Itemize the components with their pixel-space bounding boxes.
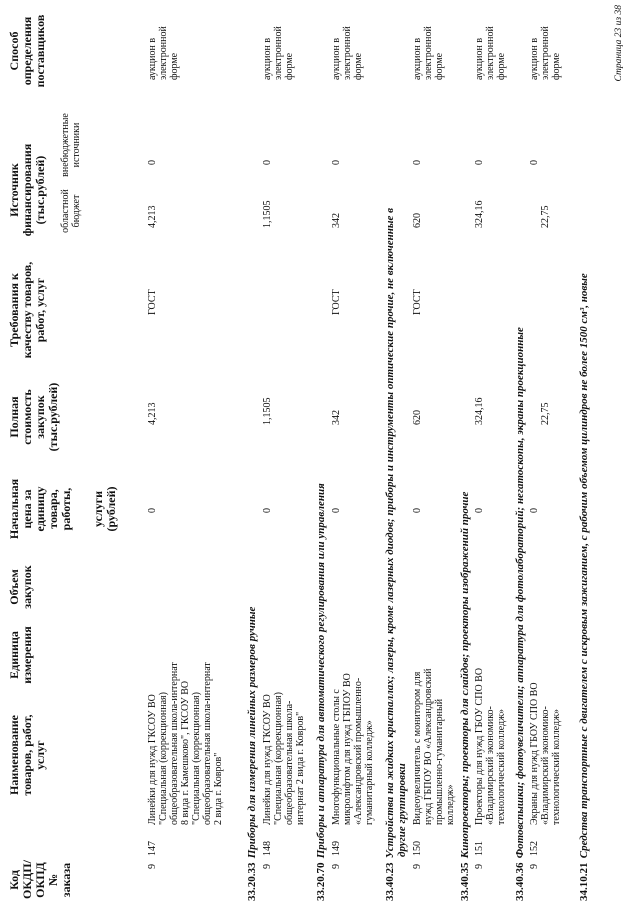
group-code: 33.20.33 <box>246 862 258 901</box>
row-extra: 0 <box>412 160 423 165</box>
row-name: Экраны для нужд ГБОУ СПО ВО «Владимирский экономико-технологический колледж» <box>529 682 562 825</box>
row-regional: 342 <box>331 213 342 228</box>
group-code: 33.40.23 <box>384 862 396 901</box>
col-header-volume: Объем закупок <box>7 565 34 609</box>
col-header-method: Способ определения поставщиков <box>7 14 47 88</box>
row-extra: 0 <box>331 160 342 165</box>
row-extra: 0 <box>529 160 540 165</box>
row-regional: 1,1505 <box>262 200 273 228</box>
row-method: аукцион в электронной форме <box>412 26 445 80</box>
row-number: 149 <box>331 841 342 856</box>
row-method: аукцион в электронной форме <box>529 26 562 80</box>
group-header <box>315 483 327 901</box>
row-regional: 22,75 <box>540 205 551 228</box>
col-header-requirements: Требования к качеству товаров, работ, услуг <box>7 261 47 359</box>
group-header <box>459 492 471 901</box>
row-total: 1,1505 <box>262 397 273 425</box>
row-regional: 4,213 <box>147 205 158 228</box>
group-name: Устройства на жидких кристаллах; лазеры, кроме лазерных диодов; приборы и инструменты оптические прочие, не включенные в <box>384 207 396 859</box>
col-header-unit: Единица измерения <box>7 626 34 684</box>
row-requirements: ГОСТ <box>147 289 158 315</box>
row-start-price: 0 <box>474 508 485 513</box>
row-method: аукцион в электронной форме <box>474 26 507 80</box>
row-total: 324,16 <box>474 397 485 425</box>
col-header-code: Код ОКДП/ ОКПД № заказа <box>7 860 73 899</box>
group-name: Фотовспышки; фотоувеличители; аппаратура для фотолабораторий; негатоскопы, экраны проекционные <box>514 327 526 859</box>
col-header-name: Наименование товаров, работ, услуг <box>7 714 47 796</box>
group-code: 34.10.21 <box>578 862 590 901</box>
row-code: 9 <box>529 864 540 869</box>
row-regional: 324,16 <box>474 200 485 228</box>
group-name: Приборы для измерения линейных размеров ручные <box>246 606 258 859</box>
row-name: Проекторы для нужд ГБОУ СПО ВО «Владимирский экономико-технологический колледж» <box>474 667 507 825</box>
row-total: 620 <box>412 410 423 425</box>
row-number: 147 <box>147 841 158 856</box>
row-number: 150 <box>412 841 423 856</box>
row-code: 9 <box>147 864 158 869</box>
col-header-start-price-sub: услуги (рублей) <box>91 486 118 532</box>
group-name-cont: другие группировки <box>396 763 408 857</box>
row-code: 9 <box>412 864 423 869</box>
row-code: 9 <box>262 864 273 869</box>
row-extra: 0 <box>262 160 273 165</box>
page-number: Страница 23 из 38 <box>614 5 624 82</box>
row-regional: 620 <box>412 213 423 228</box>
row-code: 9 <box>474 864 485 869</box>
row-start-price: 0 <box>331 508 342 513</box>
group-name: Приборы и аппаратура для автоматического регулирования или управления <box>315 483 327 859</box>
row-requirements: ГОСТ <box>331 289 342 315</box>
row-name: Линейки для нужд ГКСОУ ВО "Специальная (коррекционная) общеобразовательная школа-интернат 2 вида г. Ковров" <box>262 692 306 825</box>
row-code: 9 <box>331 864 342 869</box>
row-number: 152 <box>529 841 540 856</box>
row-name: Видеоувеличитель с монитором для нужд ГБПОУ ВО «Александровский промышленно-гуманитарный колледж» <box>412 668 456 825</box>
row-extra: 0 <box>474 160 485 165</box>
row-total: 342 <box>331 410 342 425</box>
row-number: 148 <box>262 841 273 856</box>
row-method: аукцион в электронной форме <box>262 26 295 80</box>
group-code: 33.20.70 <box>315 862 327 901</box>
row-method: аукцион в электронной форме <box>147 26 180 80</box>
group-header-cont <box>396 763 408 857</box>
row-number: 151 <box>474 841 485 856</box>
group-header <box>384 208 396 901</box>
col-header-finance-regional: областной бюджет <box>60 189 82 233</box>
group-code: 33.40.35 <box>459 862 471 901</box>
group-name: Средства транспортные с двигателем с искровым зажиганием, с рабочим объемом цилиндров не более 1500 см³, новые <box>578 273 590 859</box>
row-name: Многофункциональные столы с микролифтом для нужд ГБПОУ ВО «Александровский промышленно-гуманитарный колледж» <box>331 673 375 825</box>
row-start-price: 0 <box>412 508 423 513</box>
col-header-total: Полная стоимость закупок (тыс.рублей) <box>7 382 60 452</box>
group-name: Кинопроекторы; проекторы для слайдов; проекторы изображений прочие <box>459 491 471 859</box>
group-header <box>578 273 590 901</box>
row-extra: 0 <box>147 160 158 165</box>
row-start-price: 0 <box>262 508 273 513</box>
col-header-finance: Источник финансирования (тыс.рублей) <box>7 143 47 237</box>
row-start-price: 0 <box>147 508 158 513</box>
group-header <box>514 327 526 901</box>
group-code: 33.40.36 <box>514 862 526 901</box>
col-header-finance-extra: внебюджетные источники <box>60 113 82 177</box>
row-requirements: ГОСТ <box>412 289 423 315</box>
row-start-price: 0 <box>529 508 540 513</box>
row-method: аукцион в электронной форме <box>331 26 364 80</box>
row-name: Линейки для нужд ГКСОУ ВО "Специальная (коррекционная) общеобразовательная школа-интернат 8 вида г. Камешково", ГКСОУ ВО "Специальная (коррекционная) общеобразовательная школа-интернат 2 вида г. Ковров" <box>147 662 224 825</box>
row-total: 22,75 <box>540 402 551 425</box>
row-total: 4,213 <box>147 402 158 425</box>
group-header <box>246 607 258 901</box>
col-header-start-price: Начальная цена за единицу товара, работы, <box>7 478 73 540</box>
